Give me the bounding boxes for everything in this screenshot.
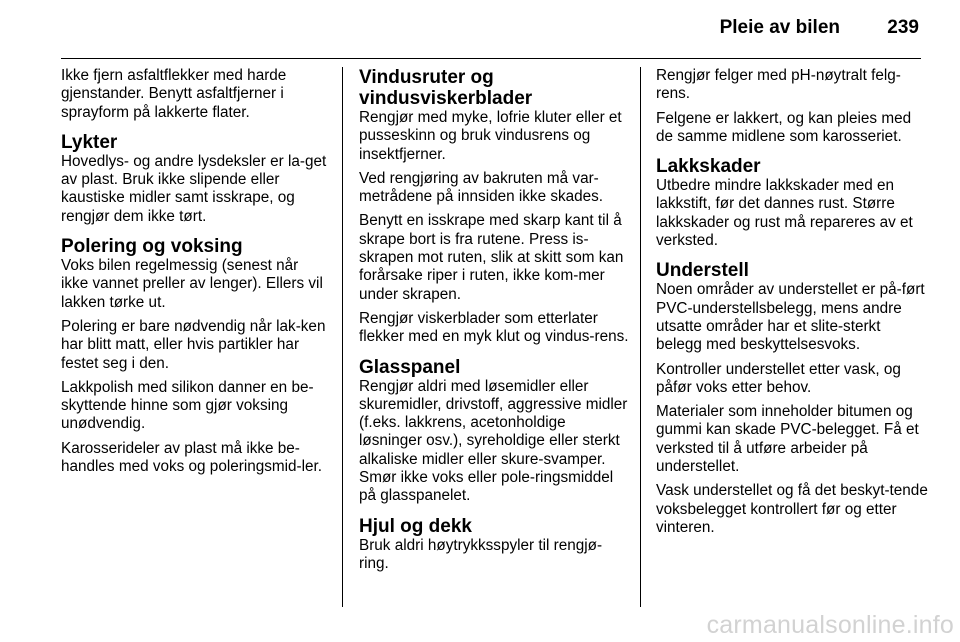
page-header [0, 0, 960, 60]
paragraph: Utbedre mindre lakkskader med en lakkstift, før det dannes rust. Større lakkskader og rust må repareres av et verksted. [656, 177, 913, 250]
section-hjul-og-dekk [359, 516, 629, 574]
paragraph: Rengjør viskerblader som etterlater flekker med en myk klut og vindus-rens. [359, 309, 629, 346]
paragraph: Ikke fjern asfaltflekker med harde gjenstander. Benytt asfaltfjerner i sprayform på lakkerte flater. [61, 67, 287, 121]
section-heading: Hjul og dekk [359, 515, 472, 537]
paragraph: Vask understellet og få det beskyt-tende voksbelegget kontrollert før og etter vinteren. [656, 482, 928, 536]
paragraph: Rengjør med myke, lofrie kluter eller et pusseskinn og bruk vindusrens og insektfjerner. [359, 109, 622, 163]
paragraph: Rengjør aldri med løsemidler eller skuremidler, drivstoff, aggressive midler (f.eks. lakkrens, acetonholdige løsninger osv.), syreholdige eller sterkt alkaliske midler eller skure-svamper. Smør ikke voks eller pole-ringsmiddel på glasspanelet. [359, 377, 628, 505]
paragraph: Voks bilen regelmessig (senest når ikke vannet preller av lenger). Ellers vil lakken tørke ut. [61, 257, 323, 311]
paragraph: Noen områder av understellet er på-ført PVC-understellsbelegg, mens andre utsatte områder har et slite-sterkt belegg med beskyttelsesvoks. [656, 281, 925, 354]
paragraph: Karosserideler av plast må ikke be-handles med voks og poleringsmid-ler. [61, 439, 323, 476]
section-glasspanel [359, 357, 629, 506]
section-heading: Understell [656, 260, 749, 282]
section-heading: Lakkskader [656, 156, 761, 178]
paragraph: Polering er bare nødvendig når lak-ken har blitt matt, eller hvis partikler har festet seg i den. [61, 317, 326, 372]
section-lakkskader [656, 156, 928, 250]
column-divider [342, 67, 343, 607]
paragraph: Ved rengjøring av bakruten må var-metrådene på innsiden ikke skades. [359, 169, 604, 206]
page-number: 239 [887, 17, 919, 38]
section-heading: Vindusruter og vindusviskerblader [359, 67, 533, 109]
paragraph: Lakkpolish med silikon danner en be-skyttende hinne som gjør voksing unødvendig. [61, 378, 314, 433]
column-divider [640, 67, 641, 607]
paragraph: Materialer som inneholder bitumen og gummi kan skade PVC-belegget. Få et verksted til å utføre arbeider på understellet. [656, 403, 919, 476]
section-heading: Lykter [61, 131, 118, 153]
watermark: carmanualsonline.info [706, 611, 954, 639]
paragraph: Hovedlys- og andre lysdeksler er la-get av plast. Bruk ikke slipende eller kaustiske midler samt isskrape, og rengjør dem ikke tørt. [61, 152, 327, 225]
paragraph: Kontroller understellet etter vask, og påfør voks etter behov. [656, 360, 901, 396]
paragraph: Felgene er lakkert, og kan pleies med de samme midlene som karosseriet. [656, 109, 912, 145]
section-heading: Polering og voksing [61, 236, 243, 258]
page-title: Pleie av bilen [719, 17, 840, 38]
section-understell [656, 260, 928, 537]
paragraph: Benytt en isskrape med skarp kant til å skrape bort is fra rutene. Press is-skrapen mot ruten, slik at skitt som kan forårsake riper i ruten, ikke kom-mer under skrapen. [359, 212, 624, 303]
column-1 [61, 67, 329, 482]
column-3 [656, 67, 928, 543]
column-2 [359, 67, 629, 579]
paragraph: Bruk aldri høytrykksspyler til rengjø-ring. [359, 536, 603, 572]
header-divider [61, 58, 921, 59]
section-heading: Glasspanel [359, 356, 461, 378]
paragraph: Rengjør felger med pH-nøytralt felg-rens. [656, 67, 901, 103]
section-lykter [61, 132, 329, 226]
section-polering-og-voksing [61, 236, 329, 476]
section-vindusruter [359, 67, 629, 347]
